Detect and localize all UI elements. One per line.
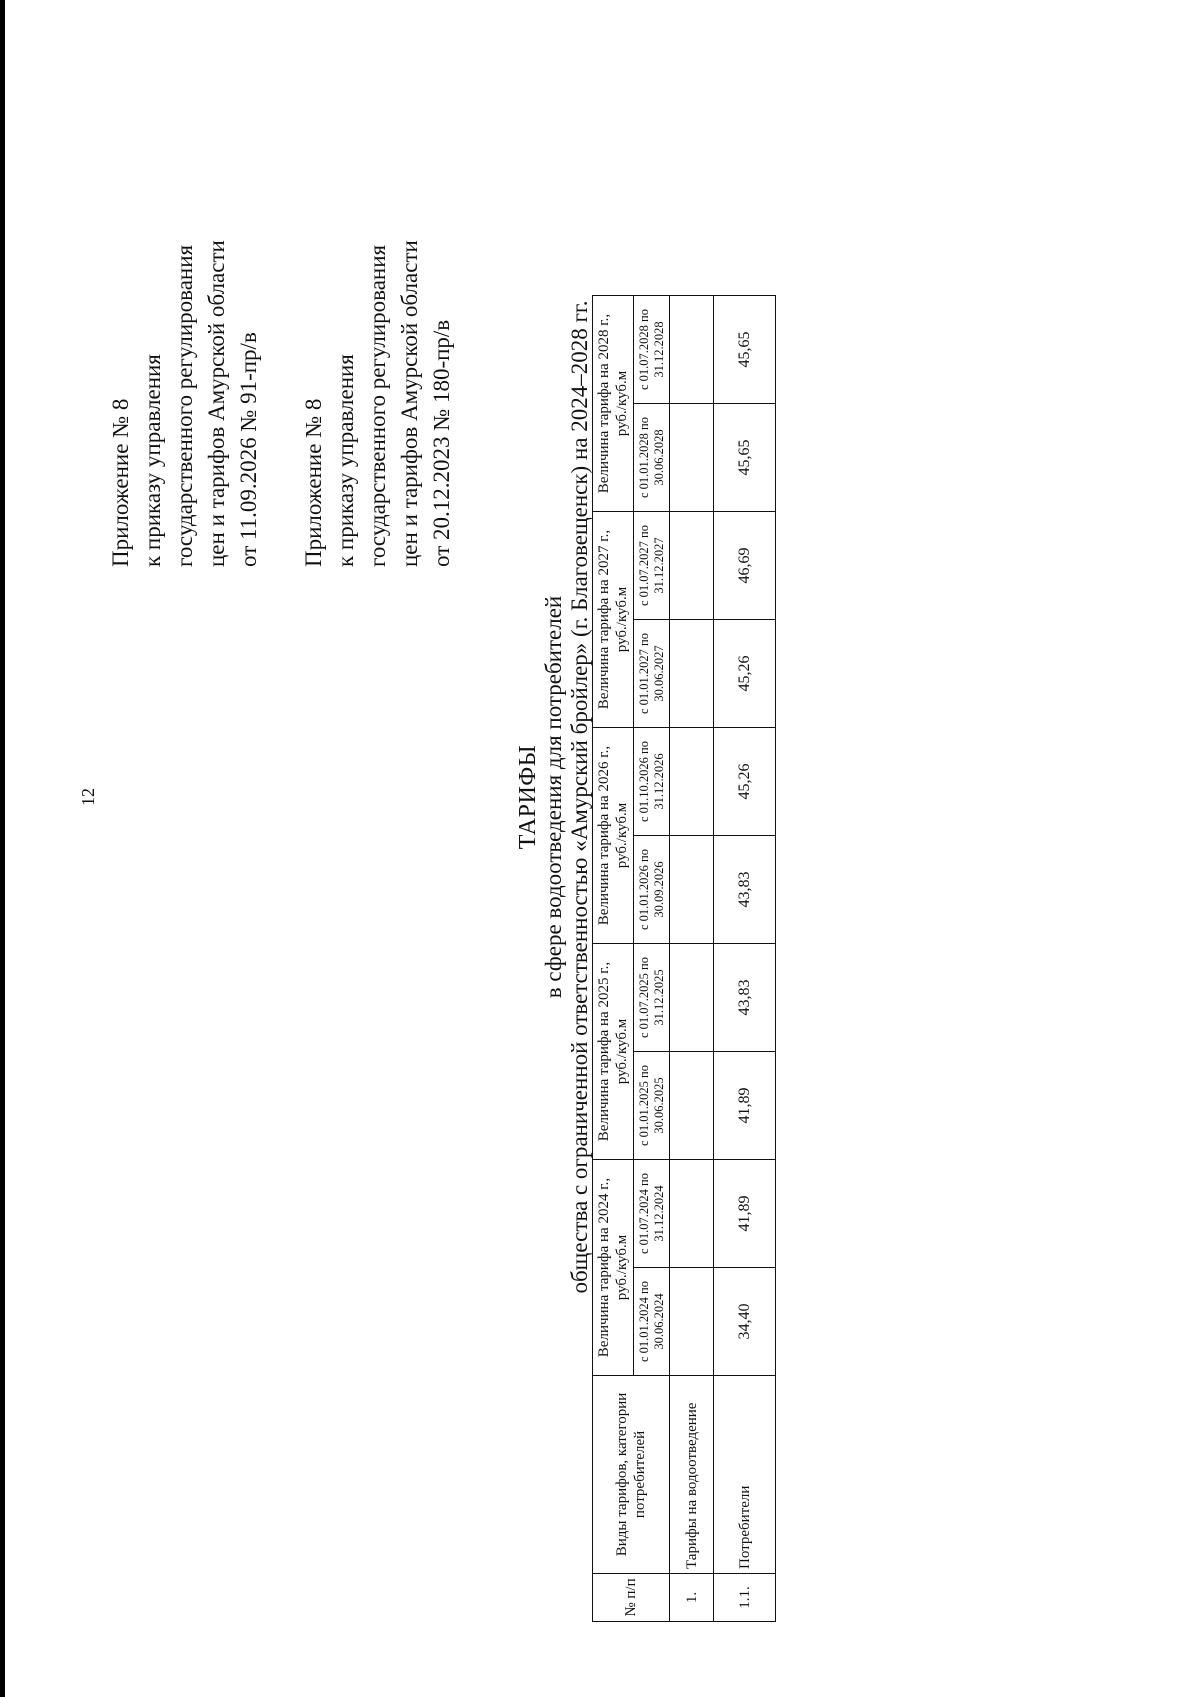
tariff-value: 46,69	[714, 512, 776, 620]
tariff-value	[670, 836, 714, 944]
tariff-value	[670, 944, 714, 1052]
appendix-current-line: от 11.09.2026 № 91-пр/в	[236, 332, 261, 567]
table-header-row	[593, 296, 634, 1622]
tariff-value	[670, 296, 714, 404]
tariff-value	[670, 620, 714, 728]
header-period: с 01.07.2028 по 31.12.2028	[634, 296, 670, 404]
tariff-value: 43,83	[714, 944, 776, 1052]
row-name: Потребители	[714, 1376, 776, 1574]
appendix-previous-line: к приказу управления	[333, 354, 358, 567]
appendix-previous	[298, 240, 458, 567]
tariff-value: 41,89	[714, 1052, 776, 1160]
header-year: Величина тарифа на 2026 г., руб./куб.м	[593, 728, 634, 944]
tariff-value	[670, 404, 714, 512]
header-period: с 01.01.2025 по 30.06.2025	[634, 1052, 670, 1160]
appendix-current-line: Приложение № 8	[108, 398, 133, 567]
row-num: 1.1.	[714, 1574, 776, 1622]
header-year: Величина тарифа на 2028 г., руб./куб.м	[593, 296, 634, 512]
tariff-value	[670, 1160, 714, 1268]
page-number: 12	[78, 788, 98, 806]
header-year: Величина тарифа на 2024 г., руб./куб.м	[593, 1160, 634, 1376]
header-period: с 01.01.2026 по 30.09.2026	[634, 836, 670, 944]
header-period: с 01.07.2025 по 31.12.2025	[634, 944, 670, 1052]
tariff-value: 41,89	[714, 1160, 776, 1268]
tariff-value: 34,40	[714, 1268, 776, 1376]
header-period: с 01.01.2024 по 30.06.2024	[634, 1268, 670, 1376]
appendix-previous-line: цен и тарифов Амурской области	[397, 240, 422, 567]
table-row	[670, 296, 714, 1622]
tariff-value: 45,26	[714, 728, 776, 836]
appendix-current	[105, 240, 265, 567]
row-name: Тарифы на водоотведение	[670, 1376, 714, 1574]
appendix-current-line: к приказу управления	[140, 354, 165, 567]
appendix-current-line: цен и тарифов Амурской области	[204, 240, 229, 567]
tariff-value	[670, 512, 714, 620]
header-period: с 01.01.2027 по 30.06.2027	[634, 620, 670, 728]
header-year: Величина тарифа на 2025 г., руб./куб.м	[593, 944, 634, 1160]
header-period: с 01.01.2028 по 30.06.2028	[634, 404, 670, 512]
appendix-current-line: государственного регулирования	[172, 244, 197, 567]
header-period: с 01.07.2027 по 31.12.2027	[634, 512, 670, 620]
header-period: с 01.07.2024 по 31.12.2024	[634, 1160, 670, 1268]
appendix-previous-line: от 20.12.2023 № 180-пр/в	[429, 319, 454, 567]
tariff-value	[670, 728, 714, 836]
appendix-previous-line: государственного регулирования	[365, 244, 390, 567]
tariff-value: 45,65	[714, 404, 776, 512]
header-period: с 01.10.2026 по 31.12.2026	[634, 728, 670, 836]
tariff-value: 43,83	[714, 836, 776, 944]
title-heading: ТАРИФЫ	[515, 744, 541, 850]
table-row	[714, 296, 776, 1622]
header-num: № п/п	[593, 1574, 670, 1622]
appendix-previous-line: Приложение № 8	[301, 398, 326, 567]
title-subheading: в сфере водоотведения для потребителей	[541, 595, 566, 999]
header-kind: Виды тарифов, категории потребителей	[593, 1376, 670, 1574]
tariff-value	[670, 1268, 714, 1376]
row-num: 1.	[670, 1574, 714, 1622]
tariff-value	[670, 1052, 714, 1160]
header-year: Величина тарифа на 2027 г., руб./куб.м	[593, 512, 634, 728]
title-organization: общества с ограниченной ответственностью «Амурский бройлер» (г. Благовещенск) на 2024–2028 гг.	[567, 300, 592, 1294]
document-title	[515, 47, 593, 1547]
tariff-table	[592, 295, 776, 1622]
tariff-value: 45,65	[714, 296, 776, 404]
tariff-value: 45,26	[714, 620, 776, 728]
